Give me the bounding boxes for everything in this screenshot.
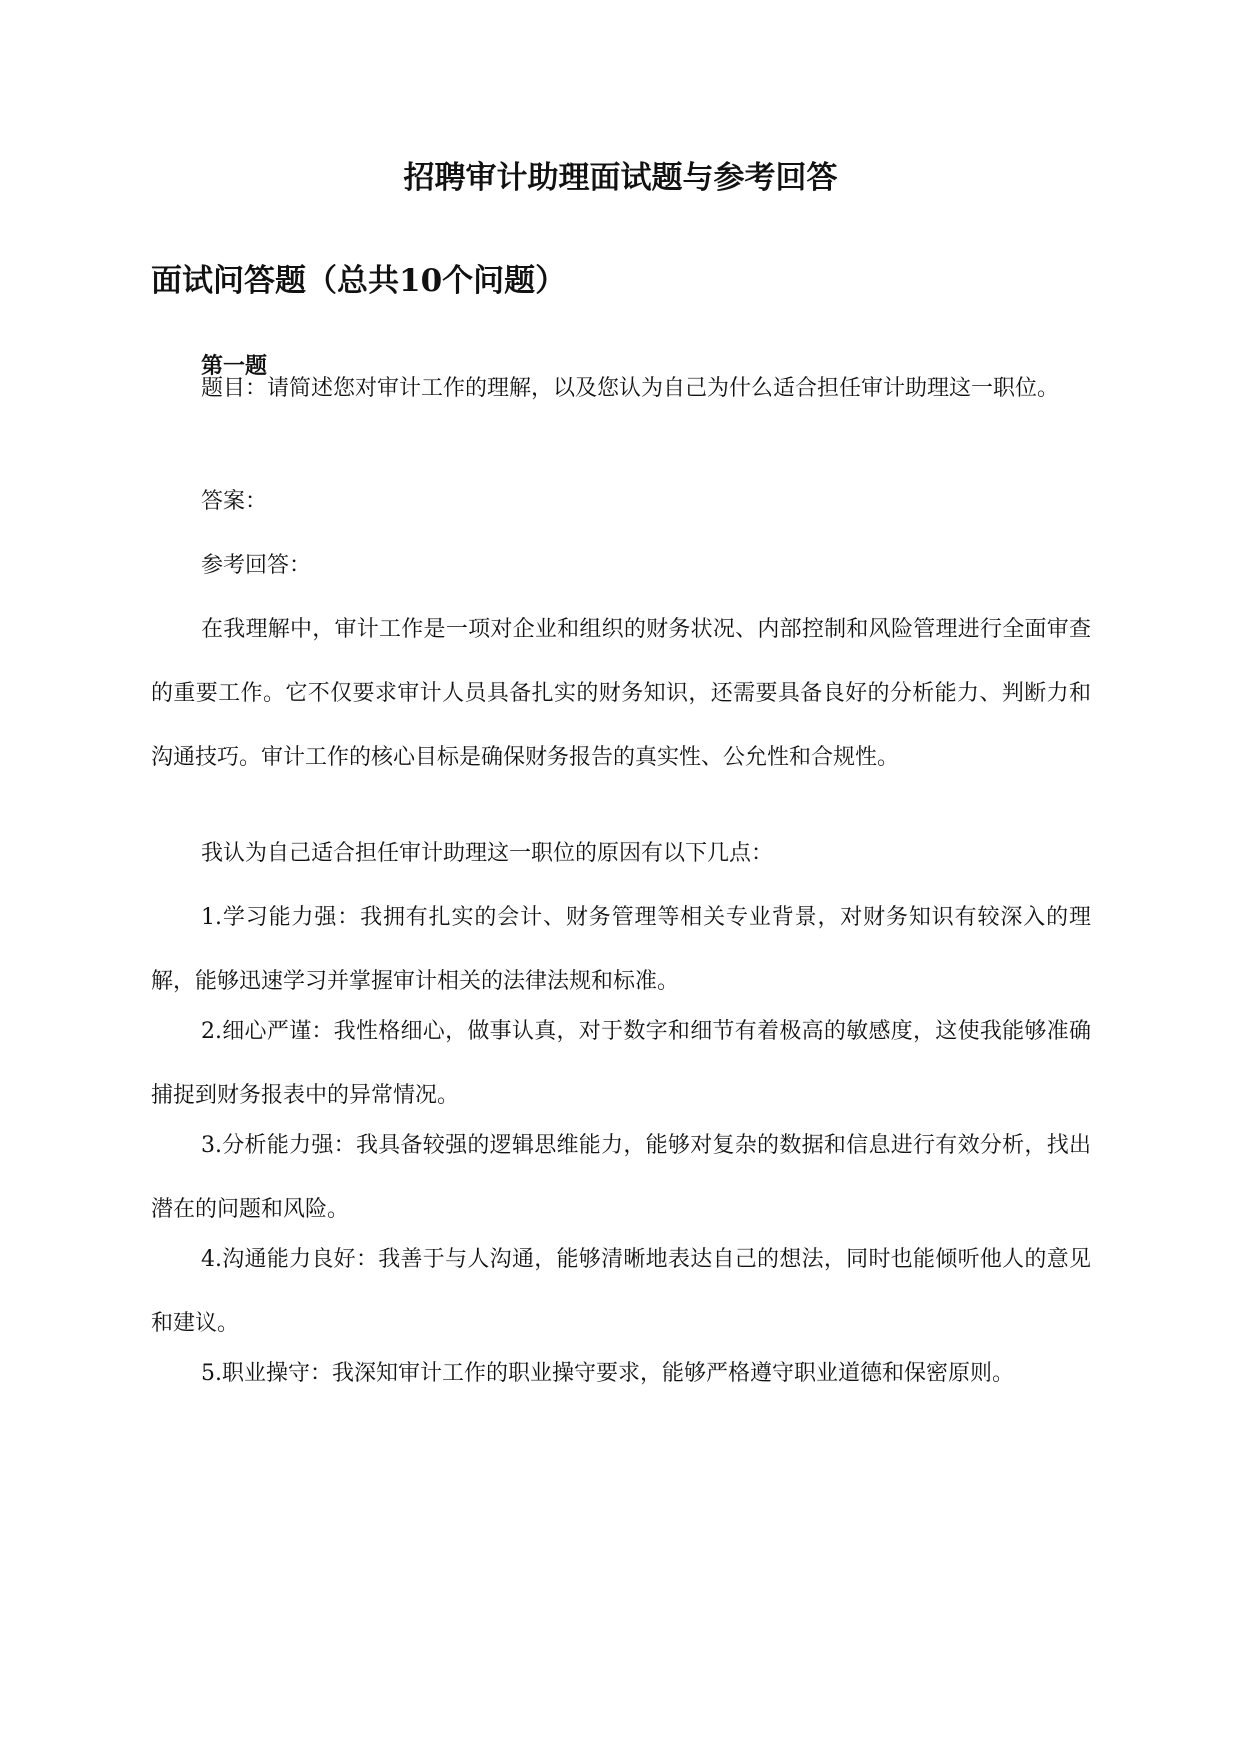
reasons-intro: 我认为自己适合担任审计助理这一职位的原因有以下几点： [201, 841, 774, 866]
reason-item: 3.分析能力强：我具备较强的逻辑思维能力，能够对复杂的数据和信息进行有效分析，找出潜在的问题和风险。 [151, 1133, 1091, 1222]
question-prompt: 题目：请简述您对审计工作的理解，以及您认为自己为什么适合担任审计助理这一职位。 [201, 376, 1060, 401]
question-heading: 第一题 [201, 353, 268, 379]
reference-answer-label: 参考回答： [201, 553, 312, 578]
answer-understanding-paragraph: 在我理解中，审计工作是一项对企业和组织的财务状况、内部控制和风险管理进行全面审查的重要工作。它不仅要求审计人员具备扎实的财务知识，还需要具备良好的分析能力、判断力和沟通技巧。审计工作的核心目标是确保财务报告的真实性、公允性和合规性。 [151, 617, 1091, 770]
reason-item: 1.学习能力强：我拥有扎实的会计、财务管理等相关专业背景，对财务知识有较深入的理解，能够迅速学习并掌握审计相关的法律法规和标准。 [151, 905, 1091, 994]
answer-label: 答案： [201, 489, 268, 514]
document-title: 招聘审计助理面试题与参考回答 [403, 160, 838, 196]
section-heading: 面试问答题（总共10个问题） [151, 263, 567, 299]
reason-item: 5.职业操守：我深知审计工作的职业操守要求，能够严格遵守职业道德和保密原则。 [201, 1361, 1014, 1386]
reason-item: 2.细心严谨：我性格细心，做事认真，对于数字和细节有着极高的敏感度，这使我能够准确捕捉到财务报表中的异常情况。 [151, 1019, 1091, 1108]
reason-item: 4.沟通能力良好：我善于与人沟通，能够清晰地表达自己的想法，同时也能倾听他人的意见和建议。 [151, 1247, 1091, 1336]
